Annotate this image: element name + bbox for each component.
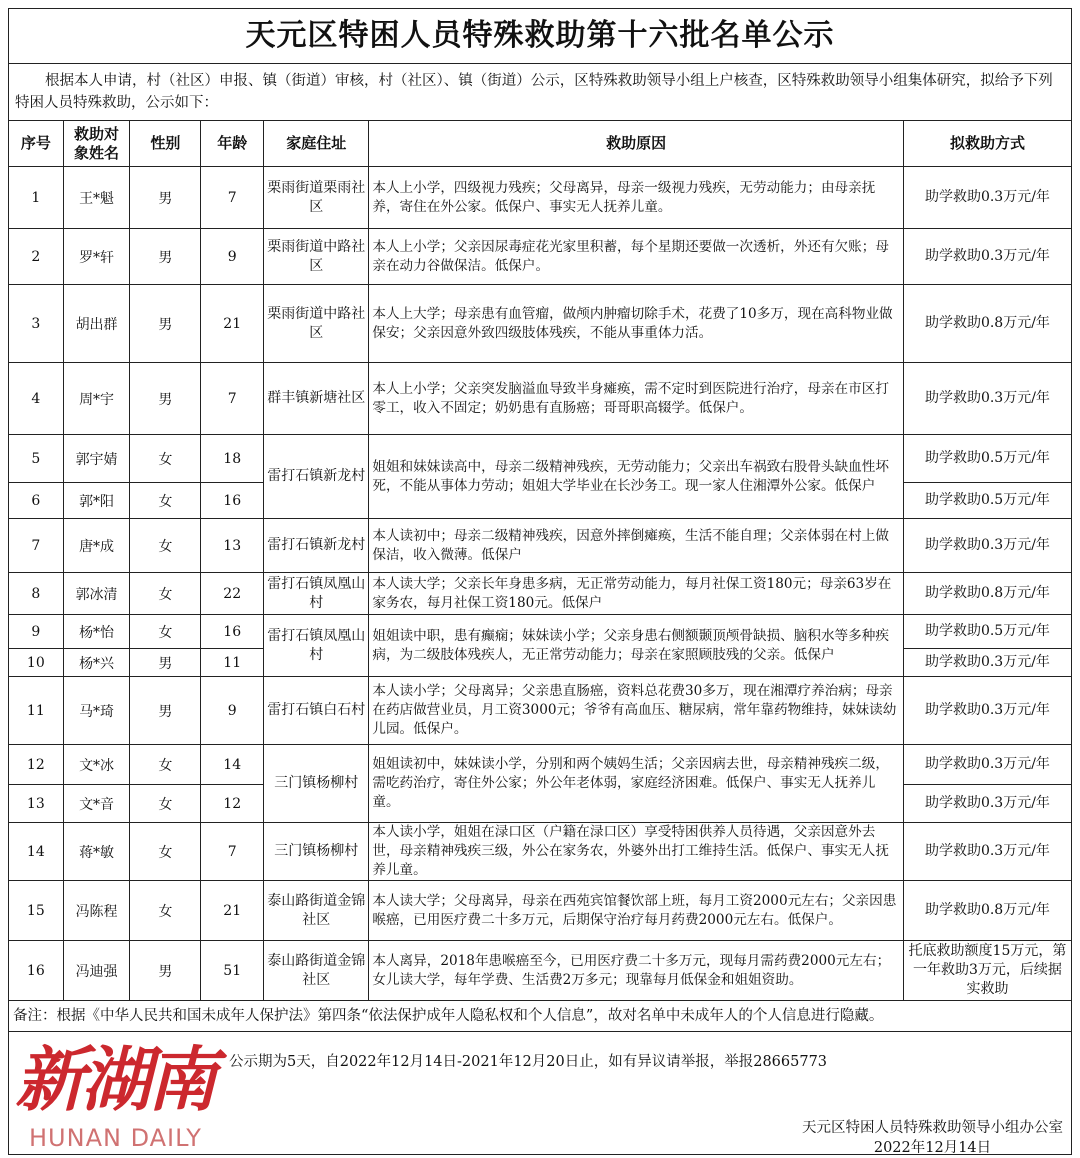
cell-age: 7 (201, 363, 264, 435)
cell-age: 7 (201, 167, 264, 229)
cell-method: 助学救助0.8万元/年 (903, 881, 1071, 941)
cell-no: 13 (9, 785, 64, 823)
cell-address: 泰山路街道金锦社区 (264, 881, 369, 941)
table-row (9, 435, 1072, 483)
cell-method: 助学救助0.3万元/年 (903, 745, 1071, 785)
cell-no: 9 (9, 615, 64, 649)
cell-no: 16 (9, 941, 64, 1001)
cell-no: 12 (9, 745, 64, 785)
cell-reason: 本人上小学；父亲突发脑溢血导致半身瘫痪，需不定时到医院进行治疗，母亲在市区打零工，收入不固定；奶奶患有直肠癌；哥哥职高辍学。低保户。 (369, 363, 904, 435)
cell-no: 10 (9, 649, 64, 677)
table-row (9, 363, 1072, 435)
table-row (9, 573, 1072, 615)
notice-sheet (8, 8, 1072, 1155)
cell-no: 8 (9, 573, 64, 615)
cell-address: 三门镇杨柳村 (264, 745, 369, 823)
cell-name: 杨*兴 (63, 649, 130, 677)
cell-reason: 本人上小学，四级视力残疾；父母离异，母亲一级视力残疾，无劳动能力；由母亲抚养，寄住在外公家。低保户、事实无人抚养儿童。 (369, 167, 904, 229)
cell-name: 郭冰清 (63, 573, 130, 615)
hunan-daily-logo: 新湖南 (15, 1038, 213, 1121)
cell-address: 雷打石镇凤凰山村 (264, 615, 369, 677)
cell-address: 栗雨街道中路社区 (264, 229, 369, 285)
cell-name: 杨*怡 (63, 615, 130, 649)
header-address: 家庭住址 (264, 121, 369, 167)
cell-age: 16 (201, 615, 264, 649)
cell-name: 文*音 (63, 785, 130, 823)
intro-paragraph: 根据本人申请，村（社区）申报、镇（街道）审核，村（社区）、镇（街道）公示，区特殊救助领导小组上户核查，区特殊救助领导小组集体研究，拟给予下列特困人员特殊救助，公示如下： (8, 63, 1072, 120)
cell-method: 助学救助0.3万元/年 (903, 363, 1071, 435)
hunan-daily-logo-text: HUNAN DAILY (29, 1124, 202, 1152)
issue-date: 2022年12月14日 (873, 1140, 992, 1156)
cell-reason: 姐姐读中职，患有癫痫；妹妹读小学；父亲身患右侧额颞顶颅骨缺损、脑积水等多种疾病，为二级肢体残疾人，无正常劳动能力；母亲在家照顾肢残的父亲。低保户 (369, 615, 904, 677)
table-row (9, 285, 1072, 363)
cell-age: 22 (201, 573, 264, 615)
cell-gender: 男 (130, 941, 201, 1001)
cell-method: 助学救助0.5万元/年 (903, 483, 1071, 519)
cell-gender: 女 (130, 435, 201, 483)
cell-age: 51 (201, 941, 264, 1001)
cell-age: 21 (201, 881, 264, 941)
cell-gender: 男 (130, 167, 201, 229)
cell-reason: 姐姐和妹妹读高中，母亲二级精神残疾，无劳动能力；父亲出车祸致右股骨头缺血性坏死，不能从事体力劳动；姐姐大学毕业在长沙务工。现一家人住湘潭外公家。低保户 (369, 435, 904, 519)
cell-address: 三门镇杨柳村 (264, 823, 369, 881)
header-no: 序号 (9, 121, 64, 167)
cell-address: 泰山路街道金锦社区 (264, 941, 369, 1001)
cell-no: 5 (9, 435, 64, 483)
cell-reason: 本人上大学；母亲患有血管瘤，做颅内肿瘤切除手术，花费了10多万，现在高科物业做保安；父亲因意外致四级肢体残疾，不能从事重体力活。 (369, 285, 904, 363)
cell-name: 郭宇婧 (63, 435, 130, 483)
cell-reason: 本人读初中；母亲二级精神残疾，因意外摔倒瘫痪，生活不能自理；父亲体弱在村上做保洁，收入微薄。低保户 (369, 519, 904, 573)
cell-age: 12 (201, 785, 264, 823)
cell-gender: 男 (130, 363, 201, 435)
cell-no: 4 (9, 363, 64, 435)
table-header-row (9, 121, 1072, 167)
cell-method: 助学救助0.3万元/年 (903, 167, 1071, 229)
cell-name: 冯迪强 (63, 941, 130, 1001)
cell-age: 16 (201, 483, 264, 519)
cell-no: 1 (9, 167, 64, 229)
cell-method: 助学救助0.8万元/年 (903, 573, 1071, 615)
cell-name: 王*魁 (63, 167, 130, 229)
cell-gender: 男 (130, 649, 201, 677)
cell-gender: 女 (130, 823, 201, 881)
cell-method: 助学救助0.3万元/年 (903, 649, 1071, 677)
table-row (9, 519, 1072, 573)
cell-age: 7 (201, 823, 264, 881)
remark-note: 备注：根据《中华人民共和国未成年人保护法》第四条“依法保护成年人隐私权和个人信息”，故对名单中未成年人的个人信息进行隐藏。 (8, 1001, 1072, 1032)
cell-no: 7 (9, 519, 64, 573)
cell-address: 栗雨街道中路社区 (264, 285, 369, 363)
cell-name: 马*琦 (63, 677, 130, 745)
publicity-period-notice: 公示期为5天，自2022年12月14日-2021年12月20日止，如有异议请举报，举报28665773 (229, 1054, 828, 1070)
cell-name: 唐*成 (63, 519, 130, 573)
cell-name: 周*宇 (63, 363, 130, 435)
cell-name: 郭*阳 (63, 483, 130, 519)
cell-reason: 姐姐读初中，妹妹读小学，分别和两个姨妈生活；父亲因病去世，母亲精神残疾二级，需吃药治疗，寄住外公家；外公年老体弱，家庭经济困难。低保户、事实无人抚养儿童。 (369, 745, 904, 823)
cell-method: 助学救助0.3万元/年 (903, 519, 1071, 573)
table-row (9, 881, 1072, 941)
cell-address: 栗雨街道栗雨社区 (264, 167, 369, 229)
cell-age: 21 (201, 285, 264, 363)
table-row (9, 167, 1072, 229)
relief-table (8, 120, 1072, 1001)
cell-reason: 本人上小学；父亲因尿毒症花光家里积蓄，每个星期还要做一次透析，外还有欠账；母亲在动力谷做保洁。低保户。 (369, 229, 904, 285)
cell-gender: 男 (130, 677, 201, 745)
cell-gender: 女 (130, 881, 201, 941)
cell-gender: 女 (130, 785, 201, 823)
cell-address: 雷打石镇白石村 (264, 677, 369, 745)
cell-age: 14 (201, 745, 264, 785)
cell-name: 文*冰 (63, 745, 130, 785)
cell-name: 蒋*敏 (63, 823, 130, 881)
cell-method: 助学救助0.3万元/年 (903, 677, 1071, 745)
table-row (9, 823, 1072, 881)
cell-age: 9 (201, 229, 264, 285)
cell-no: 11 (9, 677, 64, 745)
table-row (9, 615, 1072, 649)
cell-gender: 女 (130, 519, 201, 573)
header-reason: 救助原因 (369, 121, 904, 167)
cell-name: 胡出群 (63, 285, 130, 363)
cell-method: 助学救助0.3万元/年 (903, 823, 1071, 881)
cell-method: 托底救助额度15万元，第一年救助3万元，后续据实救助 (903, 941, 1071, 1001)
cell-gender: 女 (130, 615, 201, 649)
cell-method: 助学救助0.5万元/年 (903, 615, 1071, 649)
cell-gender: 男 (130, 229, 201, 285)
cell-no: 14 (9, 823, 64, 881)
header-gender: 性别 (130, 121, 201, 167)
cell-method: 助学救助0.5万元/年 (903, 435, 1071, 483)
cell-name: 冯陈程 (63, 881, 130, 941)
cell-no: 15 (9, 881, 64, 941)
cell-gender: 男 (130, 285, 201, 363)
cell-method: 助学救助0.3万元/年 (903, 229, 1071, 285)
table-row (9, 229, 1072, 285)
cell-no: 3 (9, 285, 64, 363)
cell-name: 罗*轩 (63, 229, 130, 285)
cell-gender: 女 (130, 573, 201, 615)
page-title: 天元区特困人员特殊救助第十六批名单公示 (8, 8, 1072, 63)
cell-age: 18 (201, 435, 264, 483)
cell-address: 群丰镇新塘社区 (264, 363, 369, 435)
cell-address: 雷打石镇凤凰山村 (264, 573, 369, 615)
issuer-block (802, 1118, 1063, 1158)
cell-reason: 本人读大学；父亲长年身患多病，无正常劳动能力，每月社保工资180元；母亲63岁在家务农，每月社保工资180元。低保户 (369, 573, 904, 615)
header-age: 年龄 (201, 121, 264, 167)
cell-address: 雷打石镇新龙村 (264, 435, 369, 519)
cell-reason: 本人读小学；父母离异；父亲患直肠癌，资料总花费30多万，现在湘潭疗养治病；母亲在药店做营业员，月工资3000元；爷爷有高血压、糖尿病，常年靠药物维持，妹妹读幼儿园。低保户。 (369, 677, 904, 745)
cell-age: 13 (201, 519, 264, 573)
issuer-name: 天元区特困人员特殊救助领导小组办公室 (802, 1120, 1063, 1136)
cell-age: 11 (201, 649, 264, 677)
cell-age: 9 (201, 677, 264, 745)
footer-area (8, 1032, 1072, 1155)
cell-reason: 本人读小学，姐姐在渌口区（户籍在渌口区）享受特困供养人员待遇，父亲因意外去世，母亲精神残疾三级，外公在家务农，外婆外出打工维持生活。低保户、事实无人抚养儿童。 (369, 823, 904, 881)
header-name: 救助对象姓名 (63, 121, 130, 167)
cell-reason: 本人离异，2018年患喉癌至今，已用医疗费二十多万元，现每月需药费2000元左右；女儿读大学，每年学费、生活费2万多元；现靠每月低保金和姐姐资助。 (369, 941, 904, 1001)
cell-address: 雷打石镇新龙村 (264, 519, 369, 573)
table-row (9, 677, 1072, 745)
cell-no: 6 (9, 483, 64, 519)
cell-reason: 本人读大学；父母离异，母亲在西苑宾馆餐饮部上班，每月工资2000元左右；父亲因患喉癌，已用医疗费二十多万元，后期保守治疗每月药费2000元左右。低保户。 (369, 881, 904, 941)
table-row (9, 745, 1072, 785)
header-method: 拟救助方式 (903, 121, 1071, 167)
cell-gender: 女 (130, 745, 201, 785)
cell-method: 助学救助0.8万元/年 (903, 285, 1071, 363)
table-row (9, 941, 1072, 1001)
cell-gender: 女 (130, 483, 201, 519)
cell-no: 2 (9, 229, 64, 285)
cell-method: 助学救助0.3万元/年 (903, 785, 1071, 823)
